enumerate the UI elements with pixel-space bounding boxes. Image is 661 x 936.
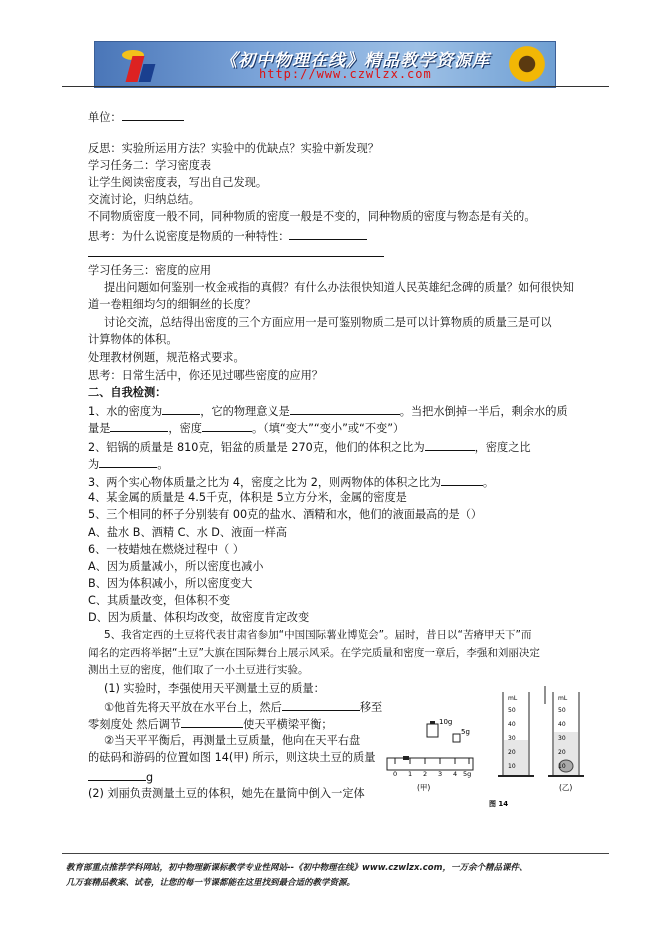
figure-caption: 图 14 <box>489 800 509 808</box>
text-line: 交流讨论，归纳总结。 <box>88 193 200 206</box>
q7-answer: g <box>88 768 153 785</box>
ruler-tick: 3 <box>438 770 443 778</box>
text-line: 不同物质密度一般不同，同种物质的密度一般是不变的，同种物质的密度与物态是有关的。 <box>88 210 536 223</box>
think-line: 思考：为什么说密度是物质的一种特性： <box>88 227 367 244</box>
ruler-tick: 5g <box>463 770 472 778</box>
header-divider <box>62 86 609 87</box>
cylinder-tick: 10 <box>508 763 516 770</box>
figure-label-b: (乙) <box>559 783 573 792</box>
text-line: 处理教材例题，规范格式要求。 <box>88 351 245 364</box>
cylinder-unit: mL <box>558 695 568 702</box>
cylinder-unit: mL <box>508 695 518 702</box>
q6-option: A、因为质量减小，所以密度也减小 <box>88 560 264 573</box>
cylinder-tick: 30 <box>508 735 516 742</box>
cylinder-tick: 40 <box>508 721 516 728</box>
self-check-heading: 二、自我检测： <box>88 386 167 399</box>
q6-option: C、其质量改变，但体积不变 <box>88 594 231 607</box>
q7-line: 闻名的定西将举据“土豆”大旗在国际舞台上展示风采。在学完质量和密度一章后，李强和刘丽决定 <box>88 647 540 659</box>
cylinder-tick: 30 <box>558 735 566 742</box>
q2-line: 2、铝锅的质量是 810克，铝盆的质量是 270克，他们的体积之比为 ，密度之比 <box>88 438 531 455</box>
rider <box>403 756 409 760</box>
cylinder-tick: 20 <box>508 749 516 756</box>
weight-label: 5g <box>461 728 470 736</box>
q7-step2: ②当天平平衡后，再测量土豆质量，他向在天平右盘 <box>104 734 361 747</box>
q7-step1: ①他首先将天平放在水平台上，然后 移至 <box>104 698 382 715</box>
banner-title: 《初中物理在线》精品教学资源库 <box>220 51 490 71</box>
q6-option: B、因为体积减小，所以密度变大 <box>88 577 253 590</box>
figure-label-a: (甲) <box>417 783 431 792</box>
figure-14 <box>383 684 623 814</box>
ruler-tick: 4 <box>453 770 458 778</box>
sunflower-image <box>507 44 547 84</box>
footer-line: 几万套精品教案、试卷，让您的每一节课都能在这里找到最合适的教学资源。 <box>66 878 356 888</box>
q7-line: 5、我省定西的土豆将代表甘肃省参加“中国国际薯业博览会”。届时，昔日以“苦瘠甲天下”而 <box>104 629 532 641</box>
question-line: 提出问题如何鉴别一枚金戒指的真假？有什么办法很快知道人民英雄纪念碑的质量？如何很快知 <box>104 281 574 294</box>
ruler-tick: 2 <box>423 770 428 778</box>
q2-line: 为 。 <box>88 455 168 472</box>
q4-line: 4、某金属的质量是 4.5千克，体积是 5立方分米，金属的密度是 <box>88 491 407 504</box>
reflection-line: 反思：实验所运用方法？实验中的优缺点？实验中新发现？ <box>88 142 379 155</box>
task-three-heading: 学习任务三：密度的应用 <box>88 264 212 277</box>
ruler-tick: 1 <box>408 770 413 778</box>
q7-part2: (2) 刘丽负责测量土豆的体积，她先在量筒中倒入一定体 <box>88 787 365 800</box>
blank-line <box>88 244 384 261</box>
weight-label: 10g <box>439 718 453 726</box>
cylinder-tick: 40 <box>558 721 566 728</box>
q1-line: 量是 ，密度 。（填“变大”“变小”或“不变”） <box>88 419 404 436</box>
text-line: 让学生阅读密度表，写出自己发现。 <box>88 176 268 189</box>
footer-line: 教育部重点推荐学科网站，初中物理新课标教学专业性网站--《初中物理在线》www.czwlzx.com，一万余个精品课件、 <box>66 863 528 873</box>
banner-url[interactable]: http://www.czwlzx.com <box>259 67 432 81</box>
q3-line: 3、两个实心物体质量之比为 4，密度之比为 2，则两物体的体积之比为 。 <box>88 473 494 490</box>
cylinder-tick: 50 <box>508 707 516 714</box>
q7-line: 测出土豆的密度，他们取了一小土豆进行实验。 <box>88 664 309 676</box>
q6-line: 6、一枝蜡烛在燃烧过程中（ ） <box>88 543 245 556</box>
q1-line: 1、水的密度为 ，它的物理意义是 。当把水倒掉一半后，剩余水的质 <box>88 402 568 419</box>
site-banner <box>94 41 556 88</box>
unit-line: 单位： <box>88 108 184 125</box>
cylinder-b <box>545 686 584 776</box>
ruler-tick: 0 <box>393 770 398 778</box>
q6-option: D、因为质量、体积均改变，故密度肯定改变 <box>88 611 310 624</box>
q7-step1: 零刻度处 然后调节 使天平横梁平衡； <box>88 715 333 732</box>
q7-step2: 的砝码和游码的位置如图 14(甲) 所示，则这块土豆的质量 <box>88 751 376 764</box>
question-line: 道一卷粗细均匀的细铜丝的长度？ <box>88 298 256 311</box>
cylinder-tick: 50 <box>558 707 566 714</box>
discussion-line: 讨论交流，总结得出密度的三个方面应用一是可鉴别物质二是可以计算物质的质量三是可以 <box>104 316 552 329</box>
task-two-heading: 学习任务二：学习密度表 <box>88 159 212 172</box>
footer-divider <box>62 853 609 854</box>
q5-line: 5、三个相同的杯子分别装有 00克的盐水、酒精和水，他们的液面最高的是（） <box>88 508 483 521</box>
q5-options: A、盐水 B、酒精 C、水 D、液面一样高 <box>88 526 288 539</box>
balance-ruler <box>387 756 473 778</box>
balance-weights <box>427 718 470 742</box>
cylinder-tick: 10 <box>558 763 566 770</box>
think-line: 思考：日常生活中，你还见过哪些密度的应用？ <box>88 369 323 382</box>
q7-part1: (1) 实验时，李强使用天平测量土豆的质量： <box>104 682 325 695</box>
cylinder-a <box>498 692 534 776</box>
discussion-line: 计算物体的体积。 <box>88 333 178 346</box>
cylinder-tick: 20 <box>558 749 566 756</box>
